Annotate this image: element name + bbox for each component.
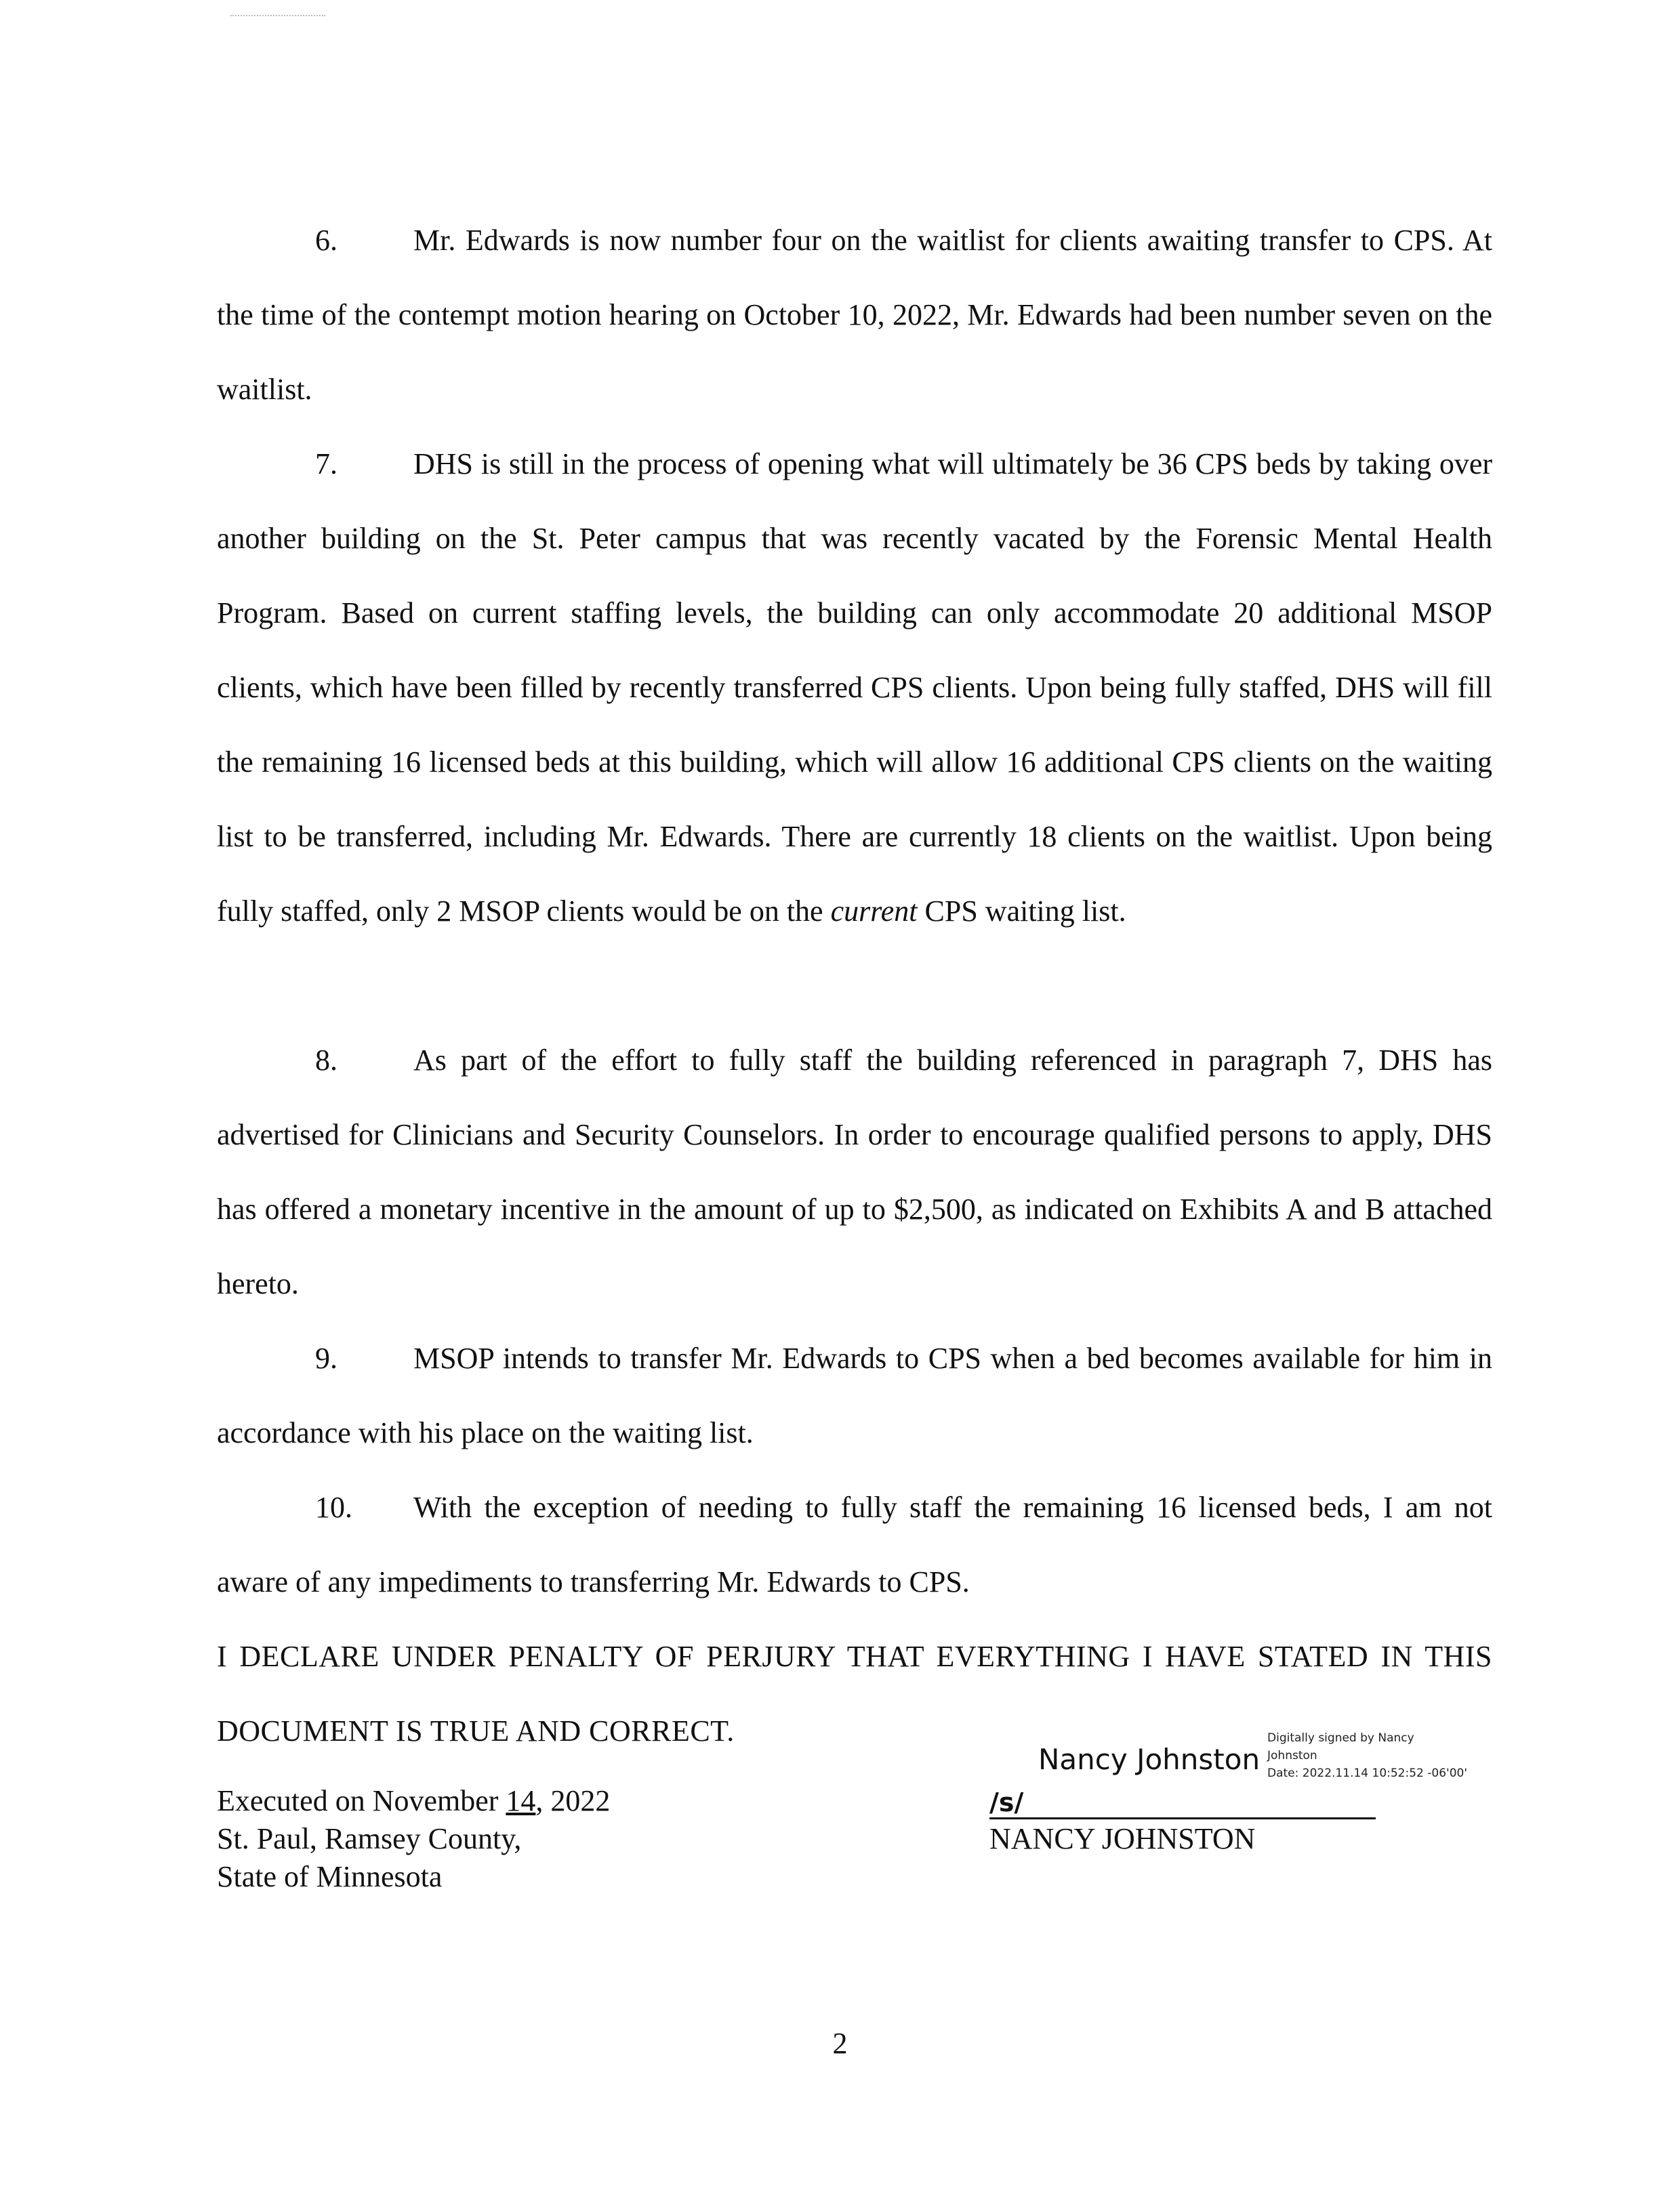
- paragraph-text: DHS is still in the process of opening what will ultimately be 36 CPS beds by taking over another building on the St. Peter campus that was recently vacated by the Forensic Mental Health Program. Based on current staffing levels, the building can only accommodate 20 additional MSOP clients, which have been filled by recently transferred CPS clients. Upon being fully staffed, DHS will fill the remaining 16 licensed beds at this building, which will allow 16 additional CPS clients on the waiting list to be transferred, including Mr. Edwards. There are currently 18 clients on the waitlist. Upon being fully staffed, only 2 MSOP clients would be on the: [217, 447, 1492, 928]
- paragraph-6: [217, 203, 1492, 427]
- digital-signature-date: Date: 2022.11.14 10:52:52 -06'00': [1267, 1767, 1468, 1780]
- paragraph-text: Mr. Edwards is now number four on the waitlist for clients awaiting transfer to CPS. At the time of the contempt motion hearing on October 10, 2022, Mr. Edwards had been number seven on the waitlist.: [217, 224, 1492, 406]
- scan-artifact: [230, 15, 325, 20]
- paragraph-8: [217, 1023, 1492, 1321]
- page-number: 2: [832, 2027, 848, 2060]
- printed-signer-name: NANCY JOHNSTON: [989, 1822, 1256, 1855]
- digital-signature-details: [1267, 1729, 1498, 1782]
- digital-signature-name: Nancy Johnston: [1038, 1743, 1261, 1776]
- emphasis-text: current: [830, 894, 918, 928]
- paragraph-number: 8.: [315, 1044, 337, 1077]
- paragraph-text: As part of the effort to fully staff the building referenced in paragraph 7, DHS has advertised for Clinicians and Security Counselors. In order to encourage qualified persons to apply, DHS has offered a monetary incentive in the amount of up to $2,500, as indicated on Exhibits A and B attached hereto.: [217, 1044, 1492, 1300]
- executed-date-line: [217, 1782, 610, 1820]
- paragraph-7: [217, 427, 1492, 949]
- digital-signature-line: Johnston: [1267, 1749, 1317, 1762]
- paragraph-number: 6.: [315, 224, 337, 257]
- paragraph-text: MSOP intends to transfer Mr. Edwards to CPS when a bed becomes available for him in accordance with his place on the waiting list.: [217, 1342, 1492, 1449]
- executed-prefix: Executed on November: [217, 1784, 506, 1817]
- paragraph-number: 10.: [315, 1491, 352, 1524]
- execution-block: [217, 1782, 610, 1896]
- signature-line: [989, 1817, 1376, 1819]
- paragraph-number: 9.: [315, 1342, 337, 1375]
- executed-location: St. Paul, Ramsey County,: [217, 1822, 522, 1855]
- signature-block: [989, 1731, 1504, 1911]
- paragraph-text-end: CPS waiting list.: [917, 894, 1126, 928]
- paragraph-10: [217, 1470, 1492, 1619]
- executed-year: , 2022: [535, 1784, 611, 1817]
- paragraph-text: With the exception of needing to fully staff the remaining 16 licensed beds, I am not aware of any impediments to transferring Mr. Edwards to CPS.: [217, 1491, 1492, 1598]
- digital-signature-line: Digitally signed by Nancy: [1267, 1731, 1414, 1745]
- executed-state: State of Minnesota: [217, 1860, 443, 1893]
- perjury-declaration: I DECLARE UNDER PENALTY OF PERJURY THAT EVERYTHING I HAVE STATED IN THIS DOCUMENT IS TRUE AND CORRECT.: [217, 1640, 1492, 1748]
- executed-day: 14: [506, 1784, 536, 1817]
- signature-mark: /s/: [989, 1788, 1024, 1817]
- paragraph-number: 7.: [315, 447, 337, 480]
- paragraph-9: [217, 1321, 1492, 1470]
